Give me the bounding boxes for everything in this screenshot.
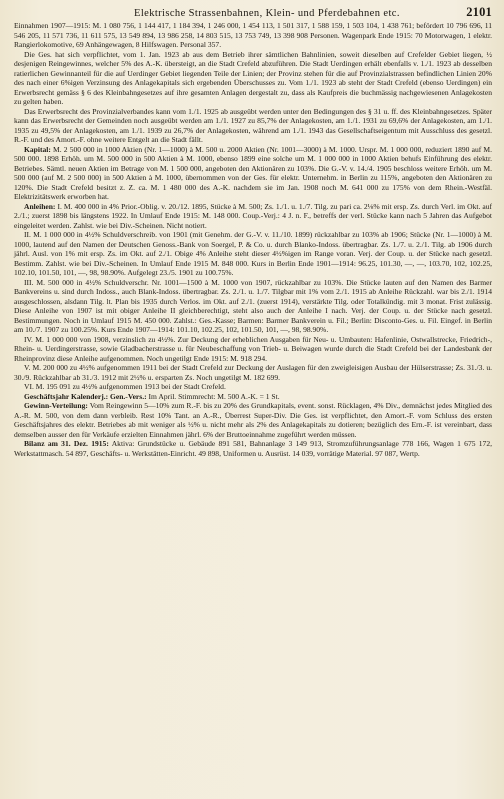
paragraph-text: M. 2 500 000 in 1000 Aktien (Nr. 1—1000) à M. 500 u. 2000 Aktien (Nr. 1001—3000) à M. 1000. Urspr. M. 1 000 000, reduziert 1890 auf M. 500 000. 1898 Erhöh. um M. 500 000 in 500 Aktien à M. 1000, ebenso 1899 eine solche um M. 1 000 000 in 1000 Aktien behufs Einführung des elektr. Betriebes. Sämtl. neuen Aktien im Betrage von M. 1 500 000, angeboten den Aktionären zu 103%. Die G.-V. v. 14./4. 1905 beschloss weitere Erhöh. um M. 500 000 (auf M. 2 500 000) in 500 Aktien à M. 1000, übernommen von der Ges. für elektr. Unternehm. in Berlin zu 115%, angeboten den Aktionären zu 120%. Die Stadt Crefeld besitzt z. Z. ca. M. 1 480 000 des A.-K. nachdem sie im Jan. 1908 noch M. 641 000 zu 175% von dem Rhein.-Westfäl. Elektrizitätswerk erworben hat. bbox=[14, 144, 493, 201]
paragraph bbox=[14, 439, 492, 458]
body-text bbox=[14, 21, 492, 458]
paragraph-text: Vom Reingewinn 5—10% zum R.-F. bis zu 20% des Grundkapitals, event. sonst. Rücklagen, 4% Div., demnächst jedes Mitglied des A.-R. M. 500, von dem dann verbleib. Rest 10% Tant. an A.-R., Überrest Super-Div. Die Ges. ist verpflichtet, den Amort.-F. vom Schluss des ersten Geschäftsjahres des elektr. Betriebes ab mit weniger als ½% u. nicht mehr als 2% des Anlagekapitals zu dotieren; bezüglich des Ern.-F. ist vereinbart, dass demselben ausser den für Verkäufe erzielten Einnahmen jährl. 6% der Bruttoeinnahme zugeführt werden müssen. bbox=[14, 401, 492, 439]
running-header bbox=[14, 5, 492, 21]
page-number: 2101 bbox=[466, 5, 492, 19]
paragraph-label: Geschäftsjahr Kalenderj.: Gen.-Vers.: bbox=[24, 391, 147, 401]
paragraph-text: V. M. 200 000 zu 4½% aufgenommen 1911 bei der Stadt Crefeld zur Deckung der Auslagen für den zweigleisigen Ausbau der Hülserstrasse; Zs. 31./3. u. 30./9. Rückzahlbar ab 31./3. 1912 mit 2½% u. ersparten Zs. Noch ungetilgt M. 182 699. bbox=[14, 363, 492, 382]
paragraph-text: Aktiva: Grundstücke u. Gebäude 891 581, Bahnanlage 3 149 913, Stromzuführungsanlage 778 166, Wagen 1 675 172, Werkstattmasch. 54 897, Geschäfts- u. Werkstätten-Einricht. 49 898, Uniformen u. Ausrüst. 14 039, vorrätige Material. 97 087, Wertp. bbox=[14, 439, 492, 458]
paragraph bbox=[14, 107, 492, 145]
paragraph bbox=[14, 50, 492, 107]
paragraph-label: Gewinn-Verteilung: bbox=[24, 401, 88, 410]
paragraph bbox=[14, 278, 492, 335]
paragraph-text: I. M. 400 000 in 4% Prior.-Oblig. v. 20./12. 1895, Stücke à M. 500; Zs. 1./1. u. 1./7. Tilg. zu pari ca. 2⅛% mit ersp. Zs. durch Verl. im Okt. auf 2./1.; zuerst 1898 bis längstens 1922. In Umlauf Ende 1915: M. 148 000. Coup.-Verj.: 4 J. n. F., betreffs der verl. Stücke kann nach 5 Jahren das Aufgebot eingeleitet werden. Zahlst. wie bei Div.-Scheinen. Nicht notiert. bbox=[14, 201, 492, 230]
paragraph-text: VI. M. 195 091 zu 4½% aufgenommen 1913 bei der Stadt Crefeld. bbox=[24, 382, 226, 391]
paragraph bbox=[14, 145, 492, 202]
paragraph bbox=[14, 202, 492, 231]
paragraph-text: III. M. 500 000 in 4½% Schuldverschr. Nr. 1001—1500 à M. 1000 von 1907, rückzahlbar zu 103%. Die Stücke lauten auf den Namen des Barmer Bankvereins u. sind durch Indoss., auch Blank-Indoss. übertragbar. Zs. 2./1. u. 1./7. Tilgbar mit 1% vom 2./1. 1915 ab Anleihe Rückzahl. war bis 2./1. 1914 ausgeschlossen, alsdann Tilg. lt. Plan bis 1935 durch Verlos. im Okt. auf 2./1. (zuerst 1914), verstärkte Tilg. oder Totalkündig. mit 3 monat. Frist zulässig. Diese Anleihe von 1907 ist mit obiger Anleihe II gleichberechtigt, steht also auch der Anleihe I nach. Verj. der Coup. u. der Stücke nach gesetzl. Bestimmungen. Noch in Umlauf 1915 M. 450 000. Zahlst.: Ges.-Kasse; Barmen: Barmer Bankverein u. Fil.; Berlin: Disconto-Ges. u. Fil. Eingef. in Berlin am 10./7. 1907 zu 100.25%. Kurs Ende 1907—1914: 101.10, 102.25, 102, 101.50, 101, —, 98, 98.90%. bbox=[14, 277, 492, 334]
paragraph bbox=[14, 363, 492, 382]
paragraph-text: Einnahmen 1907—1915: M. 1 080 756, 1 144 417, 1 184 394, 1 246 000, 1 454 113, 1 501 317, 1 588 159, 1 503 104, 1 438 761; befördert 10 796 696, 11 546 205, 11 571 736, 11 611 575, 13 549 894, 13 986 258, 14 803 515, 13 753 749, 13 398 908 Personen. Wagenpark Ende 1915: 70 Motorwagen, 1 elektr. Rangierlokomotive, 69 Anhängewagen, 8 Hilfswagen. Personal 357. bbox=[14, 21, 492, 49]
paragraph-label: Bilanz am 31. Dez. 1915: bbox=[24, 439, 109, 448]
paragraph bbox=[14, 401, 492, 439]
paragraph bbox=[14, 335, 492, 364]
paragraph-label: Kapital: bbox=[24, 144, 51, 154]
paragraph bbox=[14, 21, 492, 50]
paragraph bbox=[14, 392, 492, 402]
running-title: Elektrische Strassenbahnen, Klein- und Pferdebahnen etc. bbox=[134, 8, 400, 19]
paragraph-text: Im April. Stimmrecht: M. 500 A.-K. = 1 St. bbox=[148, 391, 280, 401]
paragraph bbox=[14, 382, 492, 392]
paragraph bbox=[14, 230, 492, 278]
paragraph-text: Die Ges. hat sich verpflichtet, vom 1. Jan. 1923 ab aus dem Betrieb ihrer sämtlichen Bahnlinien, soweit dieselben auf Crefelder Gebiet liegen, ½ desjenigen Reingewinnes, welcher 5% des A.-K. übersteigt, an die Stadt Crefeld abzuführen. Die Stadt Uerdingen erhält ebenfalls v. 1./1. 1923 ab desselben ratierlichen Gewinnanteil für die auf Uerdinger Gebiet liegenden Teile der Linien; der Provinz stehen für die auf Provinzialstrassen befindlichen Linien 20% des nach einer 6%igen Verzinsung des Anlagekapitals sich ergebenden Überschusses zu. Vom 1./1. 1923 ab steht der Stadt Crefeld (ebenso Uerdingen) ein Erwerbsrecht gemäss § 6 des Kleinbahngesetzes auf ihre gesamten Anlagen dergestalt zu, dass als Kaufpreis die buchmässig nachgewiesenen Anlagekosten zu gelten haben. bbox=[14, 49, 492, 106]
paragraph-label: Anleihen: bbox=[24, 201, 56, 211]
paragraph-text: II. M. 1 000 000 in 4½% Schuldverschreib. von 1901 (mit Genehm. der G.-V. v. 11./10. 1899) rückzahlbar zu 103% ab 1906; Stücke (Nr. 1—1000) à M. 1000, lautend auf den Namen der Deutschen Genoss.-Bank von Soergel, P. & Co. u. durch Blanko-Indoss. übertragbar. Zs. 1./7. u. 2./1. Tilg. ab 1906 durch jährl. Ausl. von 1% mit ersp. Zs. im Okt. auf 2./1. Obige 4% Anleihe steht dieser 4½%igen im Range voran. Verj. der Coup. u. der Stücke nach gesetzl. Bestimm. Zahlst. wie bei Div.-Scheinen. In Umlauf Ende 1915 M. 848 000. Kurs in Berlin Ende 1901—1914: 96.25, 101.30, —, —, 103.70, 102, 102.25, 102.10, 101.50, 101, —, 98, 98.90%. Aufgelegt 23./5. 1901 zu 100.75%. bbox=[14, 230, 492, 277]
paragraph-text: IV. M. 1 000 000 von 1908, verzinslich zu 4½%. Zur Deckung der erheblichen Ausgaben für Neu- u. Umbauten: Hafenlinie, Ostwallstrecke, Friedrich-, Rhein- u. Uerdingerstrasse, sowie Gladbacherstrasse u. für Neubeschaffung von Trieb- u. Beiwagen wurde durch die Stadt Crefeld bei der Landesbank der Rheinprovinz diese Anleihe aufgenommen. Noch ungetilgt Ende 1915: M. 918 294. bbox=[14, 334, 492, 363]
paragraph-text: Das Erwerbsrecht des Provinzialverbandes kann vom 1./1. 1925 ab ausgeübt werden unter den Bedingungen des § 31 u. ff. des Kleinbahngesetzes. Später kann das Erwerbsrecht der Gemeinden noch ausgeübt werden am 1./1. 1927 zu 85,7% der Anlagekosten, am 1./1. 1931 zu 69,6% der Anlagekosten, am 1./1. 1935 zu 49,5% der Anlagekosten, am 1./1. 1939 zu 26,7% der Anlagekosten, während am 1./1. 1943 das Gesellschaftseigentum mit Ausschluss des gesetzl. R.-F. und des Amort.-F. ohne weitere Entgelt an die Stadt fällt. bbox=[14, 106, 492, 144]
